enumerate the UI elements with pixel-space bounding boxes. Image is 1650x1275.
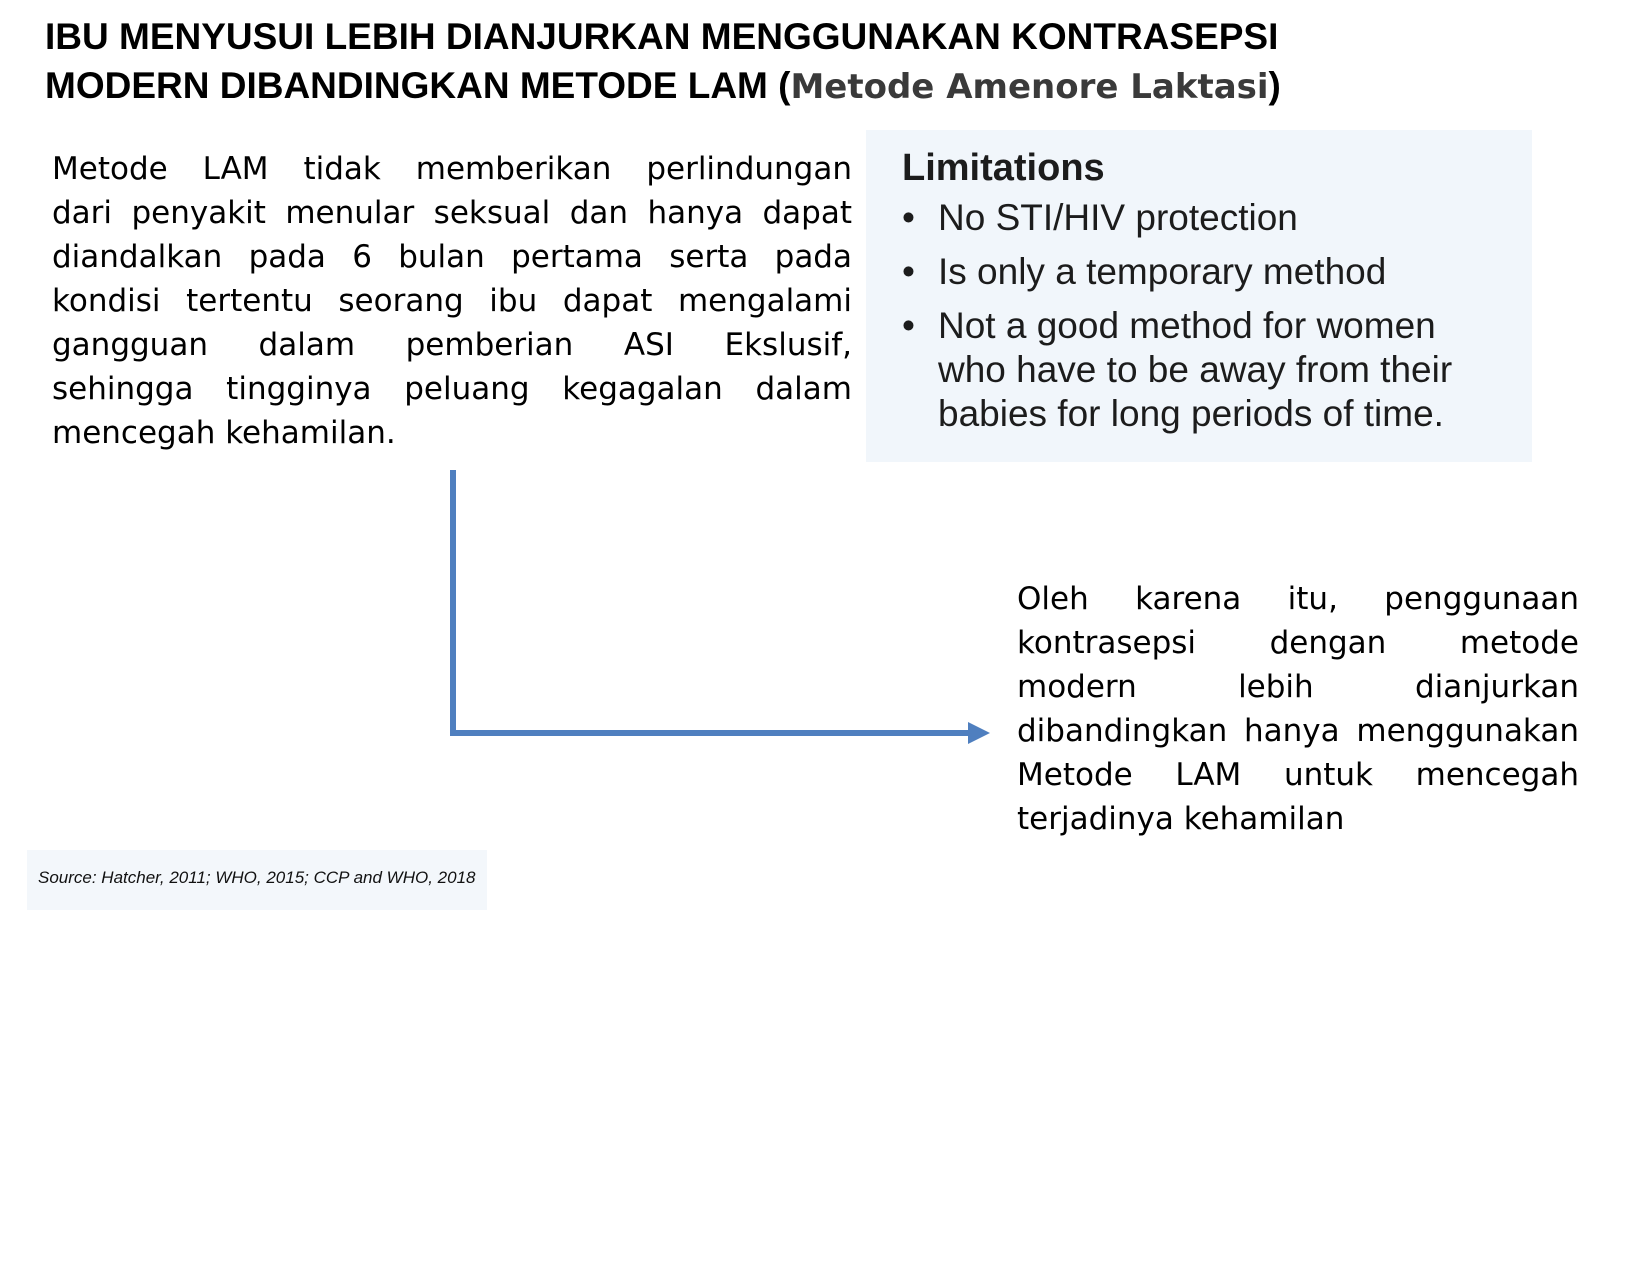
list-item-text: Not a good method for women who have to be away from their babies for long periods of time. xyxy=(938,305,1453,434)
paragraph-line: sehingga tingginya peluang kegagalan dalam xyxy=(52,371,852,407)
limitations-heading: Limitations xyxy=(902,147,1105,189)
title-close-paren: ) xyxy=(1268,65,1281,106)
paragraph-line: diandalkan pada 6 bulan pertama serta pada xyxy=(52,239,852,275)
paragraph-line: Oleh karena itu, penggunaan xyxy=(1017,581,1579,617)
bullet-icon: • xyxy=(902,305,915,346)
paragraph-line: dibandingkan hanya menggunakan xyxy=(1017,713,1579,749)
paragraph-line: modern lebih dianjurkan xyxy=(1017,669,1579,705)
paragraph-line: kondisi tertentu seorang ibu dapat mengalami xyxy=(52,283,852,319)
title-subtitle: Metode Amenore Laktasi xyxy=(790,67,1269,107)
source-citation: Source: Hatcher, 2011; WHO, 2015; CCP and WHO, 2018 xyxy=(27,850,487,910)
bullet-icon: • xyxy=(902,197,915,238)
title-line-1: IBU MENYUSUI LEBIH DIANJURKAN MENGGUNAKAN KONTRASEPSI xyxy=(45,16,1279,57)
title-line-2: MODERN DIBANDINGKAN METODE LAM ( xyxy=(45,65,791,106)
paragraph-line: gangguan dalam pemberian ASI Ekslusif, xyxy=(52,327,852,363)
conclusion-paragraph xyxy=(1017,577,1579,841)
paragraph-line: kontrasepsi dengan metode xyxy=(1017,625,1579,661)
list-item-text: No STI/HIV protection xyxy=(938,197,1298,238)
list-item-text: Is only a temporary method xyxy=(938,251,1387,292)
paragraph-line: dari penyakit menular seksual dan hanya dapat xyxy=(52,195,852,231)
bullet-icon: • xyxy=(902,251,915,292)
paragraph-line: Metode LAM untuk mencegah xyxy=(1017,757,1579,793)
paragraph-line: Metode LAM tidak memberikan perlindungan xyxy=(52,151,852,187)
paragraph-line: terjadinya kehamilan xyxy=(1017,801,1345,837)
paragraph-line: mencegah kehamilan. xyxy=(52,415,396,451)
